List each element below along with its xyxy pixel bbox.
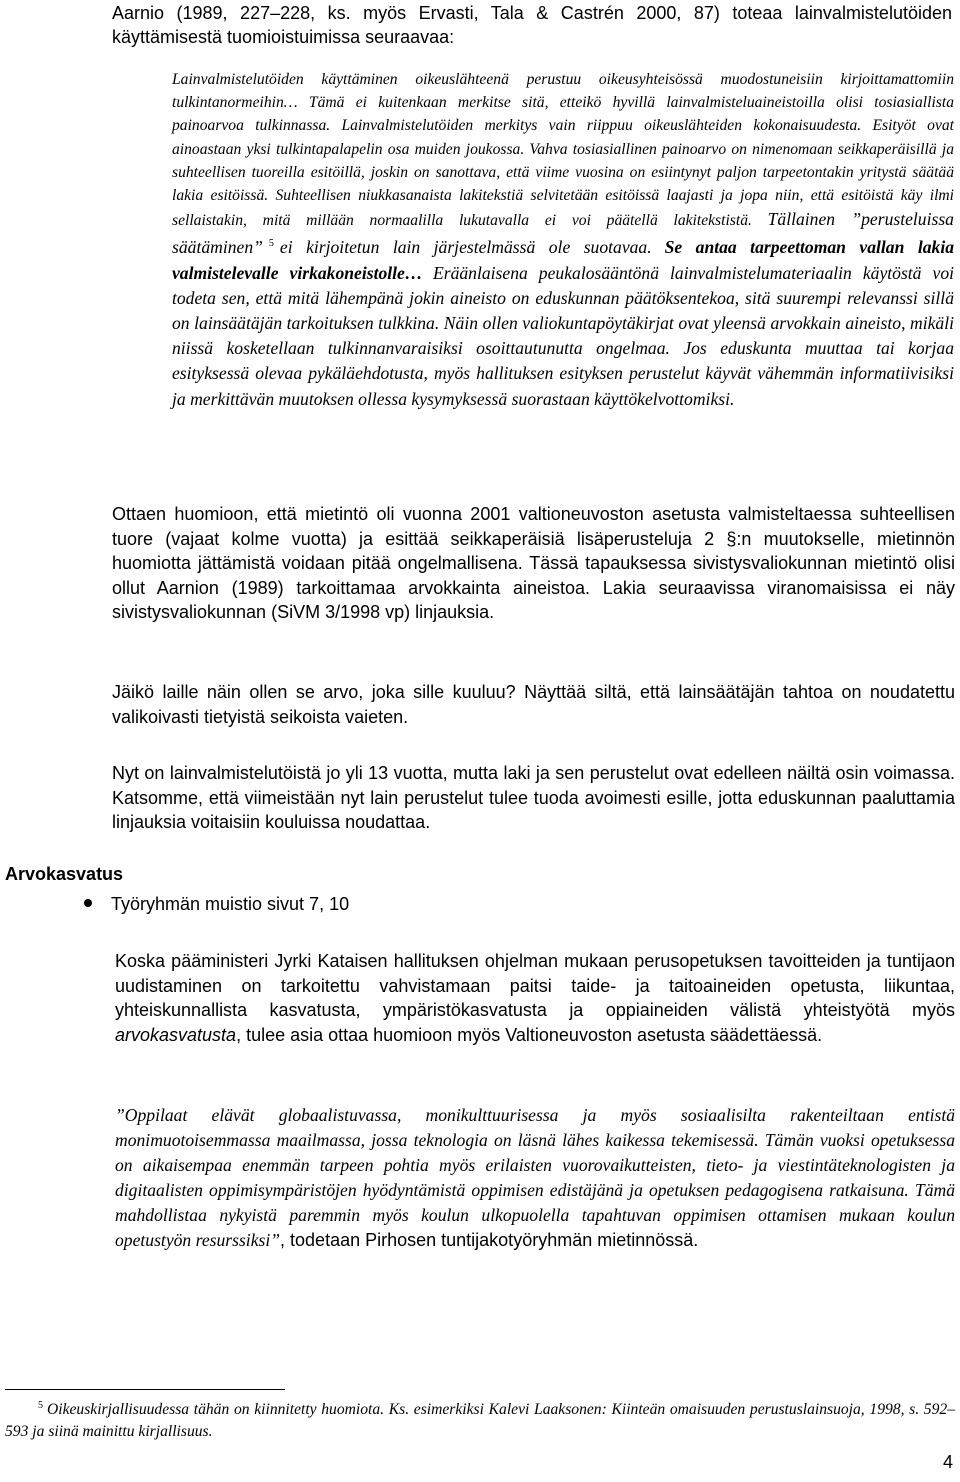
paragraph-arvokasvatus [115, 949, 955, 1047]
footnote-reference[interactable]: 5 [268, 238, 274, 250]
footnote-text: Oikeuskirjallisuudessa tähän on kiinnitetty huomiota. Ks. esimerkiksi Kalevi Laaksonen: Kiinteän omaisuuden perustuslainsuoja, 1998, s. 592–593 ja siinä mainittu kirjallisuus. [5, 1401, 955, 1440]
quote-text-part3: ei kirjoitetun lain järjestelmässä ole suotavaa. [279, 237, 652, 258]
quote-pirhonen [115, 1103, 955, 1254]
quote-bold-text: Se antaa tarpeettoman vallan lakia valmistelevalle virkakoneistolle… [172, 237, 955, 283]
footnote [5, 1395, 955, 1443]
para4-italic: arvokasvatusta [115, 1024, 237, 1045]
quote2-normal: , todetaan Pirhosen tuntijakotyöryhmän mietinnössä. [280, 1230, 699, 1251]
footnote-divider [5, 1389, 285, 1390]
page-number: 4 [942, 1452, 953, 1472]
block-quote-aarnio [172, 68, 954, 412]
intro-paragraph: Aarnio (1989, 227–228, ks. myös Ervasti, Tala & Castrén 2000, 87) toteaa lainvalmistelutöiden käyttämisestä tuomioistuimissa seuraavaa: [112, 3, 952, 47]
bullet-text: Työryhmän muistio sivut 7, 10 [111, 894, 350, 914]
quote-text-part1: Lainvalmistelutöiden käyttäminen oikeuslähteenä perustuu oikeusyhteisössä muodostuneisiin kirjoittamattomiin tulkintanormeihin… Tämä ei kuitenkaan merkitse sitä, etteikö hyvillä lainvalmisteluaineistoilla olisi tosiasiallista painoarvoa tulkinnassa. Lainvalmistelutöiden merkitys vain riippuu oikeuslähteiden kokonaisuudesta. Esityöt ovat ainoastaan yksi tulkintapalapelin osa muiden joukossa. Vahva tosiasiallinen painoarvo on nimenomaan seikkaperäisillä ja suhteellisen tuoreilla esitöillä, joskin on sanottava, että viime vuosina on esiintynyt paljon tarpeetontakin yritystä säätää lakia esitöissä. Suhteellisen niukkasanaista lakitekstiä selvitetään esitöissä laajasti ja jopa niin, että esitöistä käy ilmi sellaistakin, mitä millään normaalilla lukutavalla ei voi päätellä lakitekstistä. [172, 71, 954, 230]
quote-text-part4: Eräänlaisena peukalosääntönä lainvalmistelumateriaalin käytöstä voi todeta sen, että mitä lähempänä jokin aineisto on eduskunnan päätöksentekoa, sitä suurempi relevanssi sillä on lainsäätäjän tarkoituksen tulkkina. Näin ollen valiokuntapöytäkirjat ovat yleensä arvokkain aineisto, mikäli niissä kosketellaan tulkinnanvaraisiksi osoittautunutta ongelmaa. Jos eduskunta muuttaa tai korjaa esityksessä olevaa pykäläehdotusta, myös hallituksen esityksen perustelut käyvät vähemmän informatiivisiksi ja merkittävän muutoksen ollessa kysymyksessä suorastaan käyttökelvottomiksi. [172, 262, 954, 409]
para4-text-before: Koska pääministeri Jyrki Kataisen hallituksen ohjelman mukaan perusopetuksen tavoitteiden ja tuntijaon uudistaminen on tarkoitettu vahvistamaan paitsi taide- ja taitoaineiden opetusta, liikuntaa, yhteiskunnallista kasvatusta, ympäristökasvatusta ja oppiaineiden välistä yhteistyötä myös [115, 951, 955, 1020]
paragraph-question: Jäikö laille näin ollen se arvo, joka sille kuuluu? Näyttää siltä, että lainsäätäjän tahtoa on noudatettu valikoivasti tietyistä seikoista vaieten. [112, 682, 955, 727]
section-heading: Arvokasvatus [5, 864, 124, 884]
quote-text-part2: Tällainen ”perusteluissa säätäminen” [172, 209, 954, 258]
footnote-number: 5 [38, 1400, 43, 1411]
bullet-icon [84, 899, 92, 907]
paragraph-mietinto: Ottaen huomioon, että mietintö oli vuonna 2001 valtioneuvoston asetusta valmisteltaessa suhteellisen tuore (vajaat kolme vuotta) ja esittää seikkaperäisiä lisäperusteluja 2 §:n muutokselle, mietinnön huomiotta jättämistä voidaan pitää ongelmallisena. Tässä tapauksessa sivistysvaliokunnan mietintö olisi ollut Aarnion (1989) tarkoittamaa arvokkainta aineistoa. Lakia seuraavissa viranomaisissa ei näy sivistysvaliokunnan (SiVM 3/1998 vp) linjauksia. [112, 504, 955, 623]
bullet-item [84, 894, 349, 915]
para4-text-after: , tulee asia ottaa huomioon myös Valtioneuvoston asetusta säädettäessä. [236, 1024, 823, 1045]
paragraph-conclusion: Nyt on lainvalmistelutöistä jo yli 13 vuotta, mutta laki ja sen perustelut ovat edelleen näiltä osin voimassa. Katsomme, että viimeistään nyt lain perustelut tulee tuoda avoimesti esille, jotta eduskunnan paaluttamia linjauksia voitaisiin kouluissa noudattaa. [112, 763, 955, 833]
quote2-italic: ”Oppilaat elävät globaalistuvassa, monikulttuurisessa ja myös sosiaalisilta rakenteiltaan entistä monimuotoisemmassa maailmassa, jossa teknologia on läsnä lähes kaikessa tekemisessä. Tämän vuoksi opetuksessa on aikaisempaa enemmän tarpeen pohtia myös erilaisten vuorovaikutteisten, tieto- ja viestintäteknologisten ja digitaalisten oppimisympäristöjen hyödyntämistä oppimisen edistäjänä ja opetuksen pedagogisena ratkaisuna. Tämä mahdollistaa nykyistä paremmin myös koulun ulkopuolella tapahtuvan oppimisen ottamisen mukaan koulun opetustyön resurssiksi” [115, 1105, 955, 1251]
